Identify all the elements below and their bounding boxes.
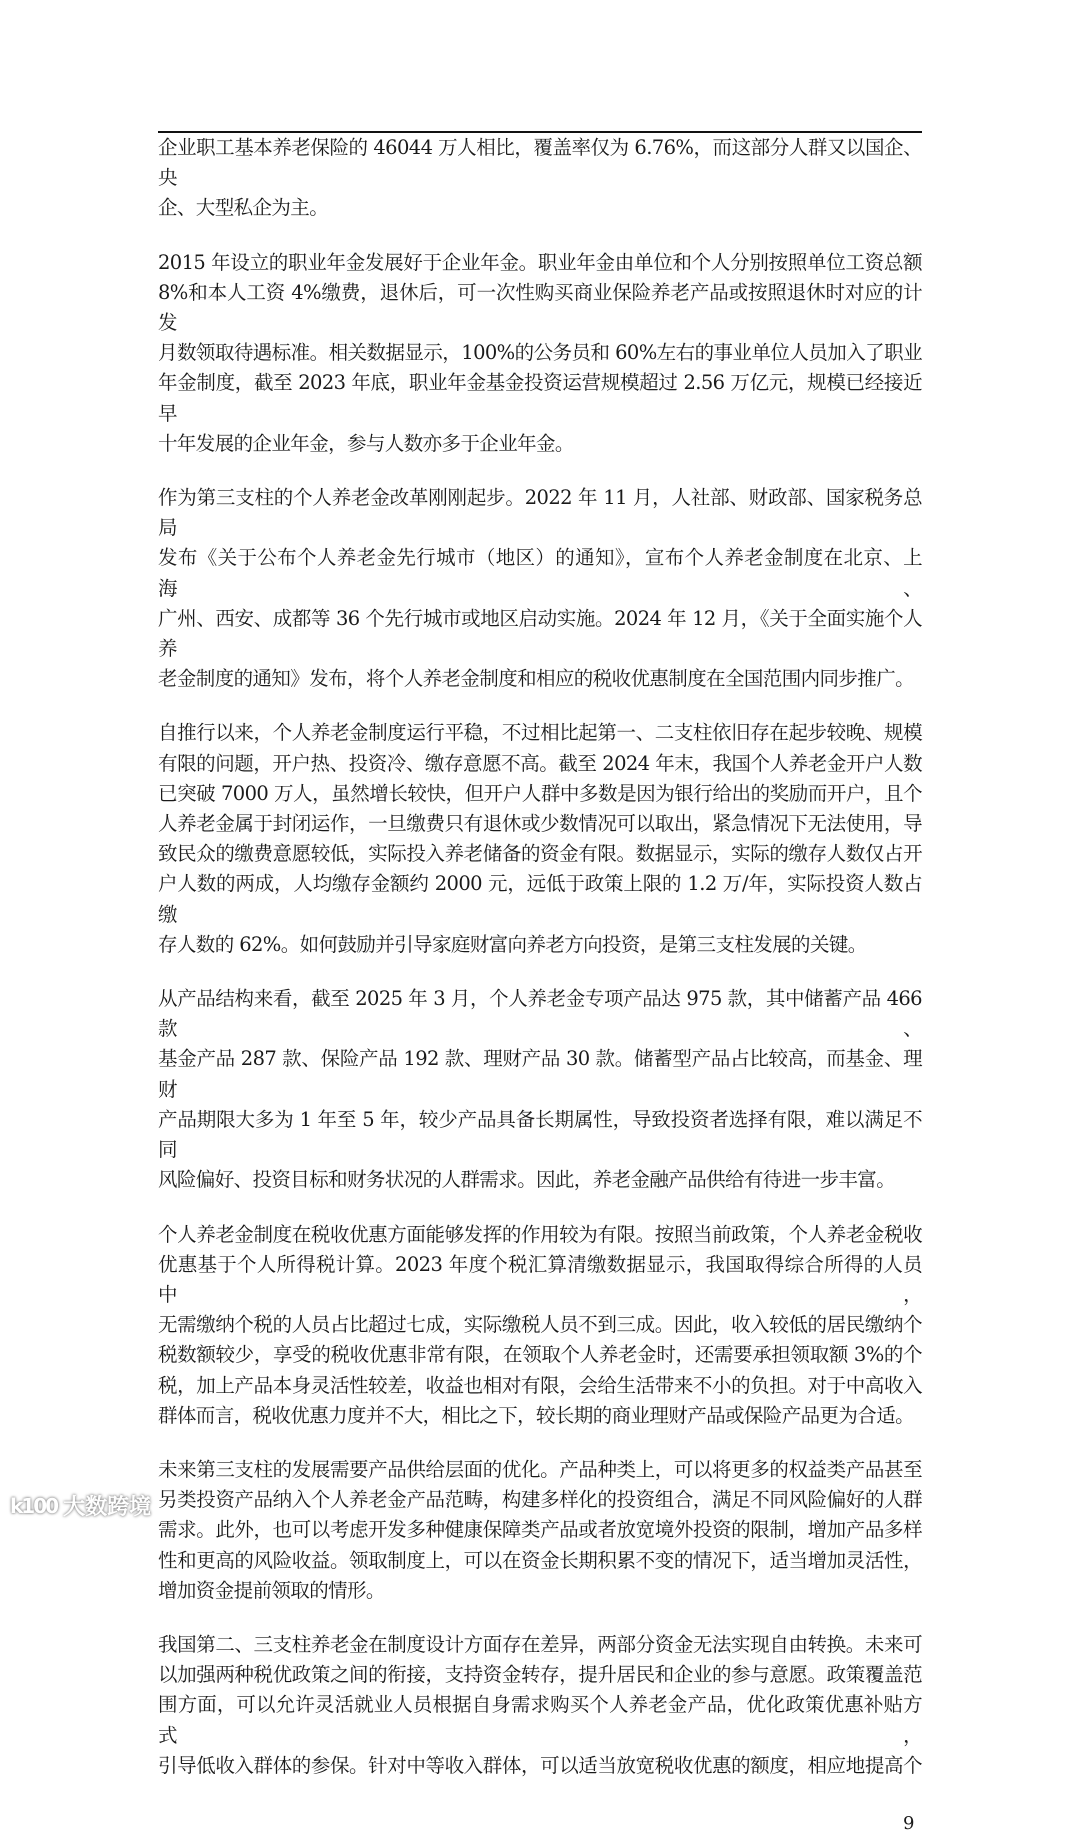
text-line: 未来第三支柱的发展需要产品供给层面的优化。产品种类上，可以将更多的权益类产品甚至 <box>158 1457 922 1481</box>
text-line: 户人数的两成，人均缴存金额约 2000 元，远低于政策上限的 1.2 万/年，实际投资人数占缴 <box>158 872 922 926</box>
text-line: 个人养老金制度在税收优惠方面能够发挥的作用较为有限。按照当前政策，个人养老金税收 <box>158 1222 922 1246</box>
text-line: 税，加上产品本身灵活性较差，收益也相对有限，会给生活带来不小的负担。对于中高收入 <box>158 1373 922 1397</box>
text-line: 作为第三支柱的个人养老金改革刚刚起步。2022 年 11 月，人社部、财政部、国家税务总局 <box>158 486 922 540</box>
paragraph <box>158 1220 922 1431</box>
text-line: 十年发展的企业年金，参与人数亦多于企业年金。 <box>158 431 574 455</box>
text-line: 我国第二、三支柱养老金在制度设计方面存在差异，两部分资金无法实现自由转换。未来可 <box>158 1632 922 1656</box>
text-line: 企、大型私企为主。 <box>158 196 329 220</box>
page-number: 9 <box>903 1813 915 1834</box>
text-line: 2015 年设立的职业年金发展好于企业年金。职业年金由单位和个人分别按照单位工资总额 <box>158 250 922 274</box>
text-line: 发布《关于公布个人养老金先行城市（地区）的通知》，宣布个人养老金制度在北京、上海、 <box>158 546 922 600</box>
text-line: 广州、西安、成都等 36 个先行城市或地区启动实施。2024 年 12 月，《关于全面实施个人养 <box>158 606 922 661</box>
paragraph <box>158 248 922 459</box>
text-line: 8%和本人工资 4%缴费，退休后，可一次性购买商业保险养老产品或按照退休时对应的计发 <box>158 280 922 335</box>
paragraph <box>158 1630 922 1781</box>
text-line: 无需缴纳个税的人员占比超过七成，实际缴税人员不到三成。因此，收入较低的居民缴纳个 <box>158 1313 922 1337</box>
text-line: 税数额较少，享受的税收优惠非常有限，在领取个人养老金时，还需要承担领取额 3%的个 <box>158 1343 922 1367</box>
text-line: 老金制度的通知》发布，将个人养老金制度和相应的税收优惠制度在全国范围内同步推广。 <box>158 667 915 691</box>
text-line: 存人数的 62%。如何鼓励并引导家庭财富向养老方向投资，是第三支柱发展的关键。 <box>158 932 867 956</box>
text-line: 引导低收入群体的参保。针对中等收入群体，可以适当放宽税收优惠的额度，相应地提高个 <box>158 1753 922 1777</box>
text-line: 需求。此外，也可以考虑开发多种健康保障类产品或者放宽境外投资的限制，增加产品多样 <box>158 1518 922 1542</box>
watermark-text: 大数跨境 <box>63 1495 152 1520</box>
paragraph <box>158 984 922 1195</box>
text-line: 以加强两种税优政策之间的衔接，支持资金转存，提升居民和企业的参与意愿。政策覆盖范 <box>158 1663 922 1687</box>
text-line: 群体而言，税收优惠力度并不大，相比之下，较长期的商业理财产品或保险产品更为合适。 <box>158 1403 915 1427</box>
text-line: 性和更高的风险收益。领取制度上，可以在资金长期积累不变的情况下，适当增加灵活性， <box>158 1548 922 1572</box>
text-line: 围方面，可以允许灵活就业人员根据自身需求购买个人养老金产品，优化政策优惠补贴方式， <box>158 1693 922 1747</box>
paragraph <box>158 483 922 694</box>
body-text <box>158 133 922 1805</box>
text-line: 自推行以来，个人养老金制度运行平稳，不过相比起第一、二支柱依旧存在起步较晚、规模 <box>158 721 922 745</box>
text-line: 基金产品 287 款、保险产品 192 款、理财产品 30 款。储蓄型产品占比较高，而基金、理财 <box>158 1047 922 1101</box>
paragraph <box>158 133 922 224</box>
text-line: 月数领取待遇标准。相关数据显示，100%的公务员和 60%左右的事业单位人员加入了职业 <box>158 341 922 365</box>
text-line: 致民众的缴费意愿较低，实际投入养老储备的资金有限。数据显示，实际的缴存人数仅占开 <box>158 842 922 866</box>
text-line: 优惠基于个人所得税计算。2023 年度个税汇算清缴数据显示，我国取得综合所得的人员中， <box>158 1252 922 1306</box>
watermark <box>10 1490 151 1521</box>
text-line: 风险偏好、投资目标和财务状况的人群需求。因此，养老金融产品供给有待进一步丰富。 <box>158 1168 896 1192</box>
text-line: 有限的问题，开户热、投资冷、缴存意愿不高。截至 2024 年末，我国个人养老金开户人数 <box>158 751 922 775</box>
text-line: 从产品结构来看，截至 2025 年 3 月，个人养老金专项产品达 975 款，其中储蓄产品 466 款、 <box>158 987 922 1041</box>
text-line: 年金制度，截至 2023 年底，职业年金基金投资运营规模超过 2.56 万亿元，规模已经接近早 <box>158 371 922 425</box>
paragraph <box>158 1455 922 1606</box>
text-line: 人养老金属于封闭运作，一旦缴费只有退休或少数情况可以取出，紧急情况下无法使用，导 <box>158 812 922 836</box>
text-line: 增加资金提前领取的情形。 <box>158 1578 385 1602</box>
watermark-logo-icon: k100 <box>10 1493 58 1518</box>
paragraph <box>158 718 922 960</box>
text-line: 已突破 7000 万人，虽然增长较快，但开户人群中多数是因为银行给出的奖励而开户，且个 <box>158 781 922 805</box>
text-line: 企业职工基本养老保险的 46044 万人相比，覆盖率仅为 6.76%，而这部分人群又以国企、央 <box>158 136 922 190</box>
text-line: 产品期限大多为 1 年至 5 年，较少产品具备长期属性，导致投资者选择有限，难以满足不同 <box>158 1107 922 1162</box>
text-line: 另类投资产品纳入个人养老金产品范畴，构建多样化的投资组合，满足不同风险偏好的人群 <box>158 1488 922 1512</box>
